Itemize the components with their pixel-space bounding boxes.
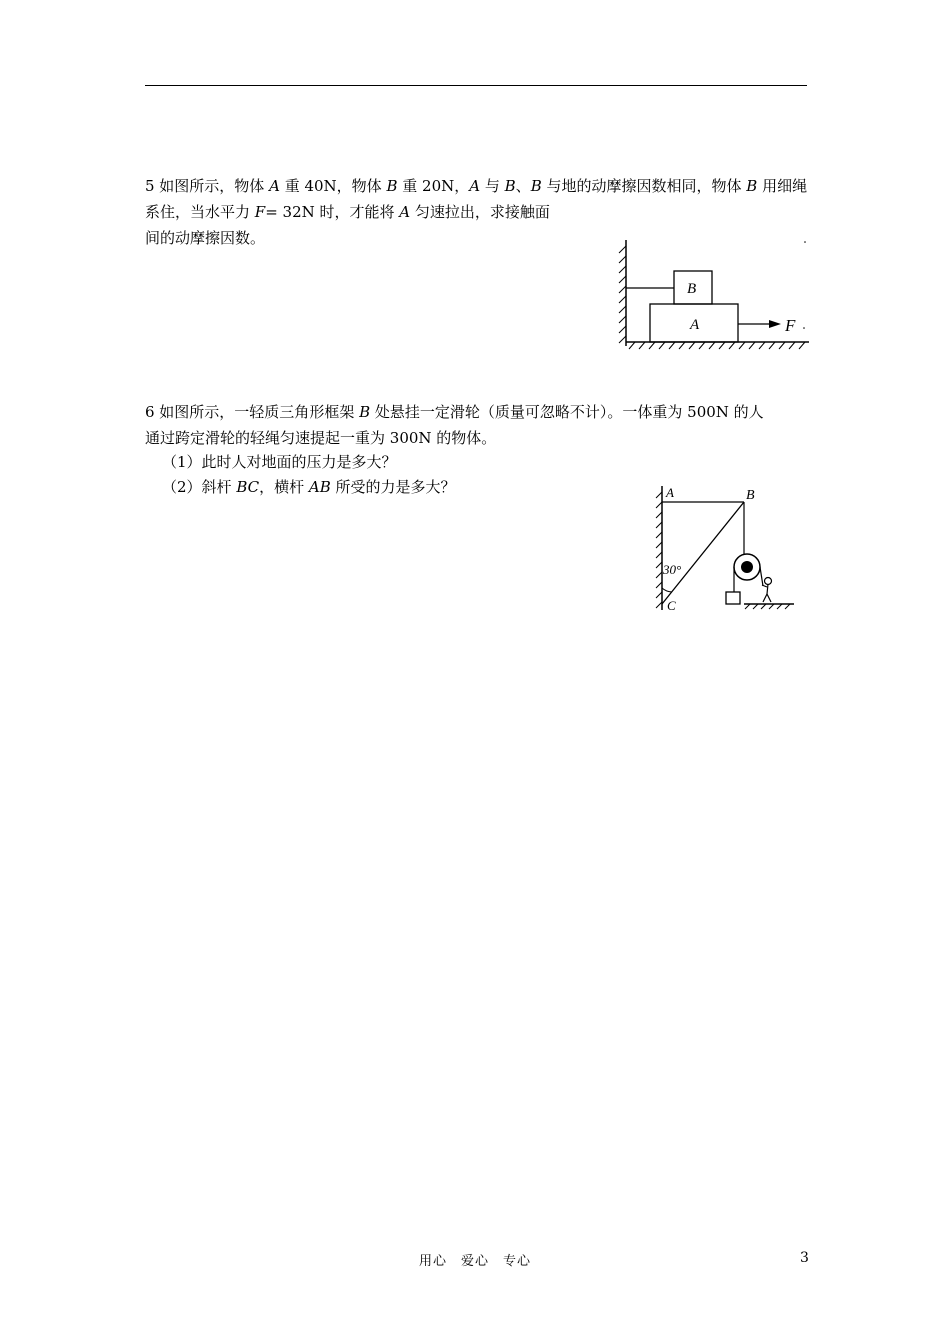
- angle-label: 30°: [663, 562, 682, 577]
- label-b: B: [687, 281, 697, 297]
- p6-question-1: （1）此时人对地面的压力是多大？: [162, 453, 397, 471]
- p5-figure: [615, 236, 815, 358]
- page-number: 3: [800, 1250, 809, 1266]
- person-icon: [762, 578, 772, 603]
- p6-figure: [650, 482, 800, 614]
- bar-bc: [662, 502, 744, 604]
- footer-motto: 用心 爱心 专心: [418, 1254, 531, 1269]
- label-b: B: [746, 488, 755, 503]
- header-rule: [145, 85, 807, 86]
- p5-line-1: 5 如图所示，物体 A 重 40N，物体 B 重 20N，A 与 B、B 与地的动摩擦因数相同，物体 B 用细绳: [145, 177, 808, 195]
- label-a: A: [666, 485, 674, 500]
- p5-line-3: 间的动摩擦因数。: [145, 229, 266, 247]
- force-arrow-icon: [769, 320, 781, 328]
- weight-box: [726, 592, 740, 604]
- p6-line-2: 通过跨定滑轮的轻绳匀速提起一重为 300N 的物体。: [145, 429, 497, 447]
- p6-line-1: 6 如图所示，一轻质三角形框架 B 处悬挂一定滑轮（质量可忽略不计）。一体重为 500N 的人: [145, 403, 764, 421]
- label-a: A: [690, 317, 700, 333]
- label-c: C: [667, 598, 676, 613]
- p5-line-2: 系住，当水平力 F= 32N 时，才能将 A 匀速拉出，求接触面: [145, 203, 550, 221]
- label-f: F: [785, 316, 796, 335]
- p6-question-2: （2）斜杆 BC，横杆 AB 所受的力是多大？: [162, 478, 456, 496]
